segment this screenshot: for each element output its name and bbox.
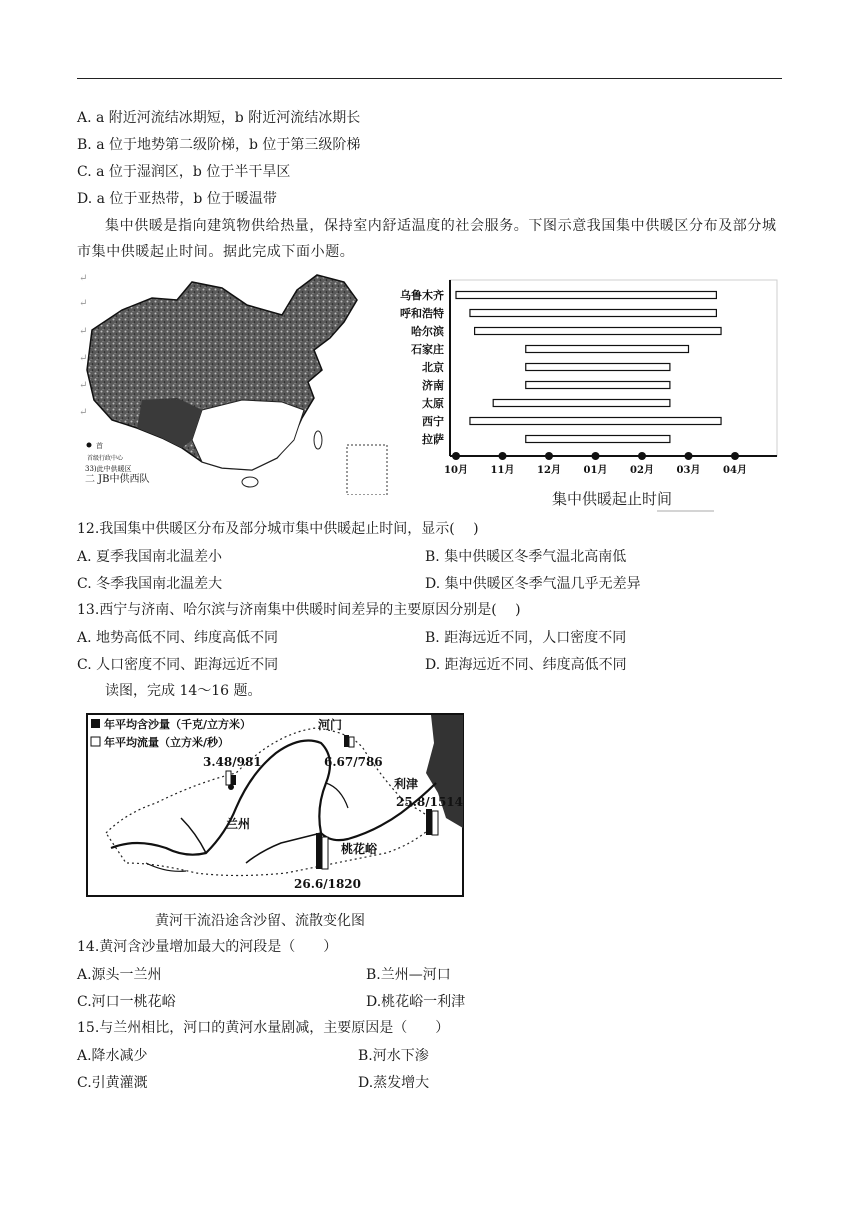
chart-category-label: 呼和浩特 <box>400 307 444 320</box>
q12-option-c: C. 冬季我国南北温差大 <box>77 576 223 592</box>
q13-option-d: D. 距海远近不同、纬度高低不同 <box>425 657 627 673</box>
q13-option-a: A. 地势高低不同、纬度高低不同 <box>77 630 279 646</box>
q12-option-d: D. 集中供暖区冬季气温几乎无差异 <box>425 576 641 592</box>
q15-option-b: B.河水下渗 <box>358 1048 429 1064</box>
station-name-hekou: 河门 <box>318 718 343 732</box>
q13-option-b: B. 距海远近不同，人口密度不同 <box>425 630 627 646</box>
q12-stem: 12.我国集中供暖区分布及部分城市集中供暖起止时间，显示( ) <box>77 521 479 537</box>
return-mark-icon: ↵ <box>79 298 88 309</box>
q14-stem: 14.黄河含沙量增加最大的河段是（ ） <box>77 939 338 955</box>
chart-tick-dot <box>592 452 600 460</box>
chart-range-bar <box>493 400 670 407</box>
chart-category-label: 石家庄 <box>411 343 444 356</box>
q15-stem: 15.与兰州相比，河口的黄河水量剧减，主要原因是（ ） <box>77 1020 450 1036</box>
chart-range-bar <box>470 310 716 317</box>
q13-stem: 13.西宁与济南、哈尔滨与济南集中供暖时间差异的主要原因分别是( ) <box>77 602 521 618</box>
return-mark-icon: ↵ <box>79 326 88 337</box>
q15-option-c: C.引黄灌溉 <box>77 1075 148 1091</box>
chart-range-bar <box>526 364 670 371</box>
q13-option-c: C. 人口密度不同、距海远近不同 <box>77 657 279 673</box>
chart-range-bar <box>456 292 716 299</box>
chart-category-label: 拉萨 <box>422 433 444 446</box>
q14-option-b: B.兰州—河口 <box>366 967 451 983</box>
chart-category-label: 北京 <box>422 361 444 374</box>
chart-range-bar <box>470 418 721 425</box>
q15-option-a: A.降水减少 <box>77 1048 148 1064</box>
station-value-taohuayu: 26.6/1820 <box>294 877 362 891</box>
chart-tick-label: 10月 <box>444 465 468 476</box>
heating-period-chart <box>392 278 782 518</box>
china-heating-map <box>82 270 392 495</box>
station-name-lijin: 利津 <box>394 777 419 791</box>
heating-intro: 集中供暖是指向建筑物供给热量，保持室内舒适温度的社会服务。下图示意我国集中供暖区分布及部分城市集中供暖起止时间。据此完成下面小题。 <box>77 218 777 260</box>
station-value-lijin: 25.8/1514 <box>396 795 464 809</box>
chart-tick-dot <box>638 452 646 460</box>
chart-category-label: 乌鲁木齐 <box>400 289 444 302</box>
chart-range-bar <box>526 436 670 443</box>
river-map-caption: 黄河干流沿途含沙留、流散变化图 <box>155 913 365 929</box>
station-name-taohuayu: 桃花峪 <box>341 842 378 856</box>
chart-category-label: 太原 <box>422 397 444 410</box>
q14-option-a: A.源头一兰州 <box>77 967 162 983</box>
chart-tick-dot <box>545 452 553 460</box>
legend-zone: 33)此中供暖区 <box>85 465 132 473</box>
legend-flow: 年平均流量（立方米/秒） <box>104 736 230 749</box>
chart-tick-label: 03月 <box>676 465 701 476</box>
station-name-lanzhou: 兰州 <box>226 817 251 831</box>
chart-tick-label: 11月 <box>490 465 515 476</box>
chart-category-label: 济南 <box>422 379 444 392</box>
return-mark-icon: ↵ <box>79 353 88 364</box>
q11-option-a: A. a 附近河流结冰期短，b 附近河流结冰期长 <box>77 110 361 126</box>
chart-tick-dot <box>452 452 460 460</box>
header-rule <box>77 78 782 79</box>
return-mark-icon: ↵ <box>79 273 88 284</box>
chart-tick-label: 02月 <box>630 465 654 476</box>
chart-range-bar <box>526 346 689 353</box>
chart-xlabel: 集中供暖起止时间 <box>551 491 673 508</box>
q14-option-c: C.河口一桃花峪 <box>77 994 176 1010</box>
yellow-river-map <box>86 713 464 897</box>
map-caption: 二 JB中供西队 <box>85 474 150 485</box>
chart-tick-dot <box>499 452 507 460</box>
station-value-1: 3.48/981 <box>203 755 262 769</box>
q11-option-d: D. a 位于亚热带，b 位于暖温带 <box>77 191 277 207</box>
q11-option-c: C. a 位于湿润区，b 位于半干旱区 <box>77 164 291 180</box>
chart-tick-dot <box>685 452 693 460</box>
chart-tick-label: 01月 <box>583 465 608 476</box>
return-mark-icon: ↵ <box>79 380 88 391</box>
q11-option-b: B. a 位于地势第二级阶梯，b 位于第三级阶梯 <box>77 137 361 153</box>
legend-sand: 年平均含沙量（千克/立方米） <box>104 718 252 731</box>
q14-option-d: D.桃花峪一利津 <box>366 994 466 1010</box>
q12-option-a: A. 夏季我国南北温差小 <box>77 549 223 565</box>
chart-category-label: 西宁 <box>422 415 444 428</box>
q15-option-d: D.蒸发增大 <box>358 1075 430 1091</box>
chart-category-label: 哈尔滨 <box>411 325 444 338</box>
legend-capital-desc: 首级行政中心 <box>87 455 124 462</box>
chart-range-bar <box>526 382 670 389</box>
chart-tick-label: 12月 <box>537 465 561 476</box>
chart-tick-label: 04月 <box>723 465 747 476</box>
return-mark-icon: ↵ <box>79 407 88 418</box>
q12-option-b: B. 集中供暖区冬季气温北高南低 <box>425 549 627 565</box>
non-heating-region <box>192 400 304 470</box>
legend-capital: 首 <box>96 442 103 450</box>
chart-tick-dot <box>731 452 739 460</box>
river-intro: 读图，完成 14～16 题。 <box>105 683 262 699</box>
chart-range-bar <box>475 328 721 335</box>
station-value-hekou: 6.67/786 <box>324 755 383 769</box>
